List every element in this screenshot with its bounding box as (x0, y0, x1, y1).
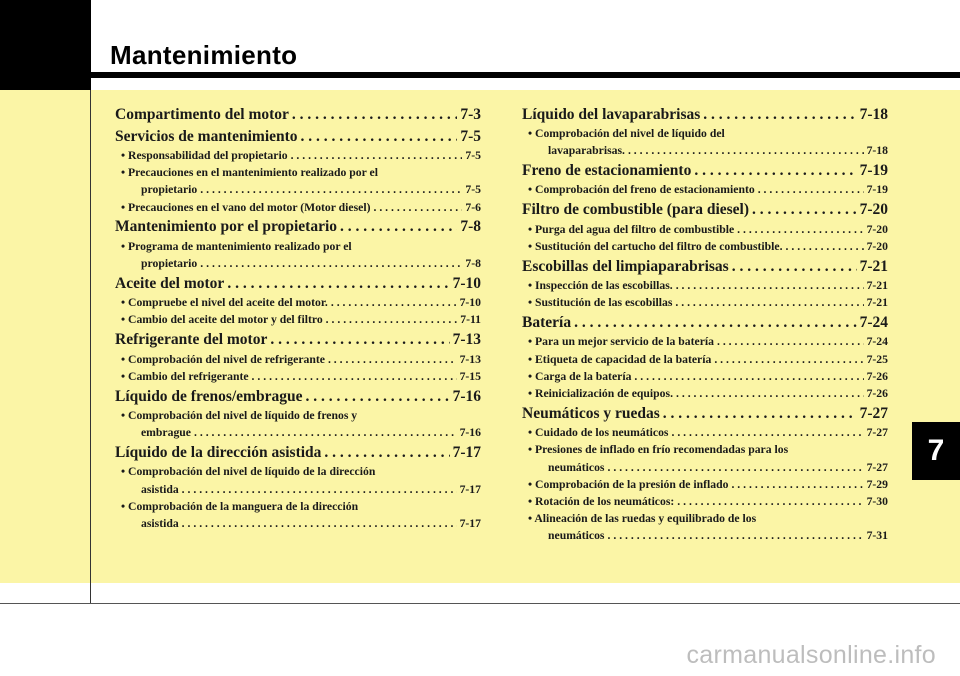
toc-entry-title: Freno de estacionamiento (522, 161, 692, 179)
toc-subentry-page: 7-10 (459, 296, 481, 310)
toc-entry-title: Líquido de frenos/embrague (115, 387, 303, 405)
toc-entry-page: 7-19 (859, 161, 888, 179)
toc-entry-title: Neumáticos y ruedas (522, 404, 660, 422)
dot-leader (714, 351, 863, 368)
toc-subentry-page: 7-11 (460, 313, 481, 327)
toc-subentry-title: • Para un mejor servicio de la batería (528, 335, 714, 349)
toc-entry-page: 7-20 (859, 201, 888, 219)
toc-subentry-title: • Precauciones en el vano del motor (Motor diesel) (121, 200, 371, 214)
toc-subentry[interactable] (522, 277, 888, 294)
dot-leader (182, 515, 457, 532)
dot-leader (252, 368, 457, 385)
toc-entry[interactable] (115, 386, 481, 408)
dot-leader (292, 104, 457, 126)
toc-subentry-title: • Comprobación de la presión de inflado (528, 477, 729, 491)
toc-subentry[interactable] (522, 238, 888, 255)
toc-subentry[interactable] (522, 459, 888, 476)
toc-subentry-line[interactable]: • Comprobación de la manguera de la dirección (121, 499, 359, 513)
dot-leader (634, 368, 863, 385)
toc-entry-title: Líquido de la dirección asistida (115, 443, 322, 461)
toc-subentry-title: • Rotación de los neumáticos: (528, 495, 675, 509)
toc-subentry-title: • Purga del agua del filtro de combustible (528, 222, 735, 236)
toc-subentry-line[interactable]: • Precauciones en el mantenimiento realizado por el (121, 166, 378, 180)
toc-subentry-page: 7-29 (866, 477, 888, 491)
toc-subentry-page: 7-20 (866, 239, 888, 253)
dot-leader (786, 238, 864, 255)
toc-subentry-line[interactable]: • Comprobación del nivel de líquido del (528, 127, 725, 140)
dot-leader (663, 403, 857, 425)
dot-leader (182, 481, 457, 498)
dot-leader (340, 216, 457, 238)
dot-leader (608, 527, 864, 544)
toc-subentry[interactable] (115, 515, 481, 532)
toc-entry-page: 7-24 (859, 313, 888, 331)
toc-subentry-title: • Responsabilidad del propietario (121, 149, 288, 162)
toc-subentry-title: lavaparabrisas. (548, 144, 625, 158)
toc-subentry-page: 7-18 (866, 144, 888, 158)
toc-entry-page: 7-27 (859, 404, 888, 422)
toc-entry-page: 7-18 (859, 105, 888, 123)
toc-subentry-page: 7-15 (459, 369, 481, 383)
toc-subentry-title: • Etiqueta de capacidad de la batería (528, 352, 712, 366)
toc-subentry-page: 7-27 (866, 426, 888, 440)
dot-leader (608, 459, 864, 476)
dot-leader (732, 256, 857, 278)
toc-entry-page: 7-16 (452, 387, 481, 405)
corner-block (0, 0, 91, 90)
toc-subentry-title: • Cambio del refrigerante (121, 369, 249, 383)
toc-subentry-title: • Inspección de las escobillas. (528, 279, 673, 293)
toc-subentry[interactable] (115, 311, 481, 328)
toc-subentry-title: asistida (141, 517, 179, 531)
toc-subentry-title: • Comprobación del nivel de refrigerante (121, 352, 325, 366)
toc-entry-page: 7-17 (452, 443, 481, 461)
dot-leader (737, 221, 863, 238)
toc-entry-title: Batería (522, 313, 572, 331)
dot-leader (200, 181, 462, 198)
toc-entry-title: Servicios de mantenimiento (115, 127, 298, 145)
dot-leader (194, 424, 457, 441)
dot-leader (694, 160, 856, 182)
toc-subentry-title: • Sustitución de las escobillas (528, 296, 673, 310)
toc-entry[interactable] (115, 442, 481, 464)
toc-subentry-page: 7-25 (866, 352, 888, 366)
toc-subentry[interactable] (115, 294, 481, 311)
dot-leader (301, 126, 458, 148)
toc-subentry[interactable] (522, 294, 888, 311)
toc-subentry[interactable] (522, 368, 888, 385)
margin-line (90, 90, 91, 604)
toc-subentry-title: propietario (141, 257, 198, 271)
dot-leader (324, 442, 449, 464)
bottom-rule (0, 603, 960, 604)
toc-entry-title: Líquido del lavaparabrisas (522, 105, 701, 123)
dot-leader (752, 199, 857, 221)
toc-subentry[interactable] (115, 351, 481, 368)
toc-entry[interactable] (115, 126, 481, 148)
toc-subentry-page: 7-20 (866, 222, 888, 236)
toc-entry-page: 7-8 (460, 218, 481, 236)
toc-column-left (115, 103, 481, 532)
toc-subentry[interactable] (522, 181, 888, 198)
dot-leader (703, 104, 856, 126)
dot-leader (331, 294, 457, 311)
dot-leader (373, 199, 462, 216)
toc-entry[interactable] (522, 403, 888, 425)
toc-subentry-page: 7-26 (866, 369, 888, 383)
toc-subentry[interactable] (522, 424, 888, 441)
toc-subentry[interactable] (115, 181, 481, 198)
toc-entry-title: Escobillas del limpiaparabrisas (522, 257, 729, 275)
toc-subentry-line[interactable]: • Comprobación del nivel de líquido de la dirección (121, 465, 376, 479)
toc-subentry-line[interactable]: • Presiones de inflado en frío recomendadas para los (528, 443, 789, 457)
toc-subentry[interactable] (115, 255, 481, 272)
toc-subentry-title: neumáticos (548, 460, 605, 474)
toc-subentry-page: 7-21 (866, 279, 888, 293)
toc-column-right (522, 103, 888, 545)
toc-entry-title: Aceite del motor (115, 274, 225, 292)
toc-subentry-page: 7-30 (866, 495, 888, 509)
page-title: Mantenimiento (110, 40, 298, 70)
toc-subentry-page: 7-5 (465, 183, 481, 197)
toc-subentry-page: 7-6 (465, 200, 481, 214)
toc-subentry[interactable] (522, 221, 888, 238)
toc-subentry-title: • Cuidado de los neumáticos (528, 426, 669, 440)
toc-entry[interactable] (522, 160, 888, 182)
toc-subentry-title: asistida (141, 482, 179, 496)
toc-subentry[interactable] (522, 385, 888, 402)
toc-entry-page: 7-3 (460, 105, 481, 123)
dot-leader (677, 493, 863, 510)
toc-entry-title: Filtro de combustible (para diesel) (522, 201, 750, 219)
toc-entry[interactable] (115, 216, 481, 238)
toc-subentry-line[interactable]: • Alineación de las ruedas y equilibrado de los (528, 512, 757, 526)
toc-subentry[interactable] (522, 493, 888, 510)
toc-entry[interactable] (115, 104, 481, 126)
toc-entry-page: 7-21 (859, 257, 888, 275)
toc-subentry-title: • Carga de la batería (528, 369, 632, 383)
toc-subentry-title: • Compruebe el nivel del aceite del motor. (121, 296, 328, 310)
dot-leader (717, 333, 864, 350)
toc-subentry-title: embrague (141, 426, 191, 440)
title-rule (91, 72, 960, 78)
toc-entry-page: 7-5 (460, 127, 481, 145)
toc-subentry-title: • Comprobación del freno de estacionamiento (528, 183, 755, 197)
chapter-tab[interactable]: 7 (912, 422, 960, 480)
toc-subentry-page: 7-31 (866, 529, 888, 543)
toc-entry-page: 7-10 (452, 274, 481, 292)
toc-subentry[interactable] (115, 368, 481, 385)
toc-subentry[interactable] (115, 424, 481, 441)
dot-leader (675, 294, 863, 311)
dot-leader (758, 181, 864, 198)
dot-leader (227, 273, 449, 295)
dot-leader (200, 255, 462, 272)
toc-subentry-page: 7-8 (465, 257, 481, 271)
toc-entry-title: Refrigerante del motor (115, 331, 268, 349)
toc-subentry-page: 7-17 (459, 517, 481, 531)
toc-entry-page: 7-13 (452, 331, 481, 349)
toc-subentry[interactable] (522, 527, 888, 544)
toc-subentry-line[interactable]: • Comprobación del nivel de líquido de frenos y (121, 409, 358, 423)
toc-subentry[interactable] (115, 147, 481, 164)
dot-leader (574, 312, 857, 334)
toc-subentry-page: 7-24 (866, 335, 888, 349)
dot-leader (628, 142, 864, 159)
toc-subentry-title: • Reinicialización de equipos. (528, 387, 673, 401)
toc-subentry-line[interactable]: • Programa de mantenimiento realizado por el (121, 239, 352, 253)
toc-subentry-page: 7-16 (459, 426, 481, 440)
toc-subentry[interactable] (522, 142, 888, 159)
toc-subentry-page: 7-26 (866, 387, 888, 401)
dot-leader (305, 386, 449, 408)
toc-subentry-page: 7-21 (866, 296, 888, 310)
toc-subentry-title: propietario (141, 183, 198, 197)
toc-subentry-title: neumáticos (548, 529, 605, 543)
toc-entry[interactable] (115, 273, 481, 295)
dot-leader (291, 147, 463, 164)
toc-subentry-page: 7-13 (459, 352, 481, 366)
dot-leader (676, 385, 864, 402)
toc-entry[interactable] (115, 329, 481, 351)
toc-subentry[interactable] (115, 199, 481, 216)
toc-entry[interactable] (522, 256, 888, 278)
toc-entry[interactable] (522, 104, 888, 126)
toc-subentry[interactable] (522, 333, 888, 350)
dot-leader (328, 351, 457, 368)
toc-subentry-title: • Sustitución del cartucho del filtro de combustible. (528, 239, 783, 253)
toc-entry[interactable] (522, 199, 888, 221)
toc-subentry-page: 7-5 (465, 149, 481, 162)
toc-subentry-page: 7-19 (866, 183, 888, 197)
toc-subentry-title: • Cambio del aceite del motor y del filtro (121, 313, 323, 327)
watermark: carmanualsonline.info (686, 641, 936, 669)
toc-subentry[interactable] (522, 476, 888, 493)
toc-subentry[interactable] (115, 481, 481, 498)
toc-entry-title: Compartimento del motor (115, 105, 289, 123)
toc-subentry-page: 7-17 (459, 482, 481, 496)
dot-leader (326, 311, 458, 328)
dot-leader (731, 476, 863, 493)
toc-subentry-page: 7-27 (866, 460, 888, 474)
toc-subentry[interactable] (522, 351, 888, 368)
toc-entry[interactable] (522, 312, 888, 334)
toc-entry-title: Mantenimiento por el propietario (115, 218, 338, 236)
dot-leader (270, 329, 449, 351)
dot-leader (676, 277, 864, 294)
dot-leader (671, 424, 863, 441)
